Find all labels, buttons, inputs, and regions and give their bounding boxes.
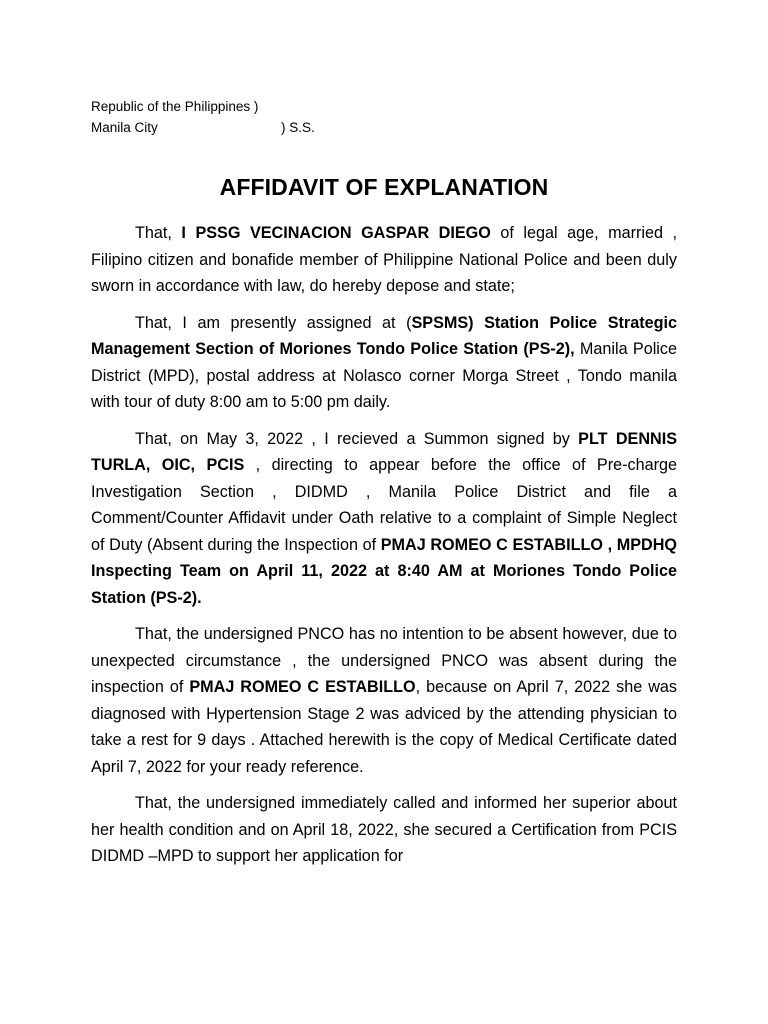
paragraph: [91, 621, 677, 780]
text-run: , directing to appear before the office of Pre-charge Investigation Section , DIDMD , Manila Police District and file a Comment/Counter Affidavit under Oath relative to a complaint of Simple Neglect of Duty (Absent during the Inspection of: [91, 456, 677, 554]
paragraph: [91, 790, 677, 870]
venue-city-row: [91, 117, 315, 138]
text-run: That, the undersigned immediately called and informed her superior about her health condition and on April 18, 2022, she secured a Certification from PCIS DIDMD –MPD to support her application for: [91, 794, 677, 865]
text-run: Manila Police District (MPD), postal address at Nolasco corner Morga Street , Tondo manila with tour of duty 8:00 am to 5:00 pm daily.: [91, 340, 677, 411]
document-body: [91, 220, 677, 880]
text-run: That, on May 3, 2022 , I recieved a Summon signed by: [135, 429, 579, 448]
text-run: That,: [135, 224, 182, 242]
bold-text: I PSSG VECINACION GASPAR DIEGO: [181, 224, 491, 242]
text-run: , because on April 7, 2022 she was diagnosed with Hypertension Stage 2 was adviced by the attending physician to take a rest for 9 days . Attached herewith is the copy of Medical Certificate dated April 7, 2022 for your ready reference.: [91, 678, 677, 776]
text-run: of legal age, married , Filipino citizen and bonafide member of Philippine National Police and been duly sworn in accordance with law, do hereby depose and state;: [91, 224, 678, 295]
venue-ss: ) S.S.: [281, 120, 315, 135]
document-title: AFFIDAVIT OF EXPLANATION: [219, 174, 549, 200]
bold-text: PMAJ ROMEO C ESTABILLO: [189, 678, 416, 696]
venue-city: Manila City: [91, 120, 158, 135]
text-run: That, the undersigned PNCO has no intention to be absent however, due to unexpected circumstance , the undersigned PNCO was absent during the inspection of: [91, 625, 677, 696]
paragraph: [91, 426, 677, 612]
bold-text: PLT DENNIS TURLA, OIC, PCIS: [91, 429, 677, 474]
paragraph: [91, 310, 677, 416]
bold-text: PMAJ ROMEO C ESTABILLO , MPDHQ Inspecting Team on April 11, 2022 at 8:40 AM at Moriones Tondo Police Station (PS-2).: [91, 535, 677, 607]
paragraph: [91, 220, 677, 300]
bold-text: SPSMS) Station Police Strategic Management Section of Moriones Tondo Police Station (PS-2),: [91, 313, 677, 358]
venue-header: [91, 96, 315, 138]
text-run: That, I am presently assigned at (: [135, 313, 412, 332]
venue-country: Republic of the Philippines ): [91, 99, 259, 114]
